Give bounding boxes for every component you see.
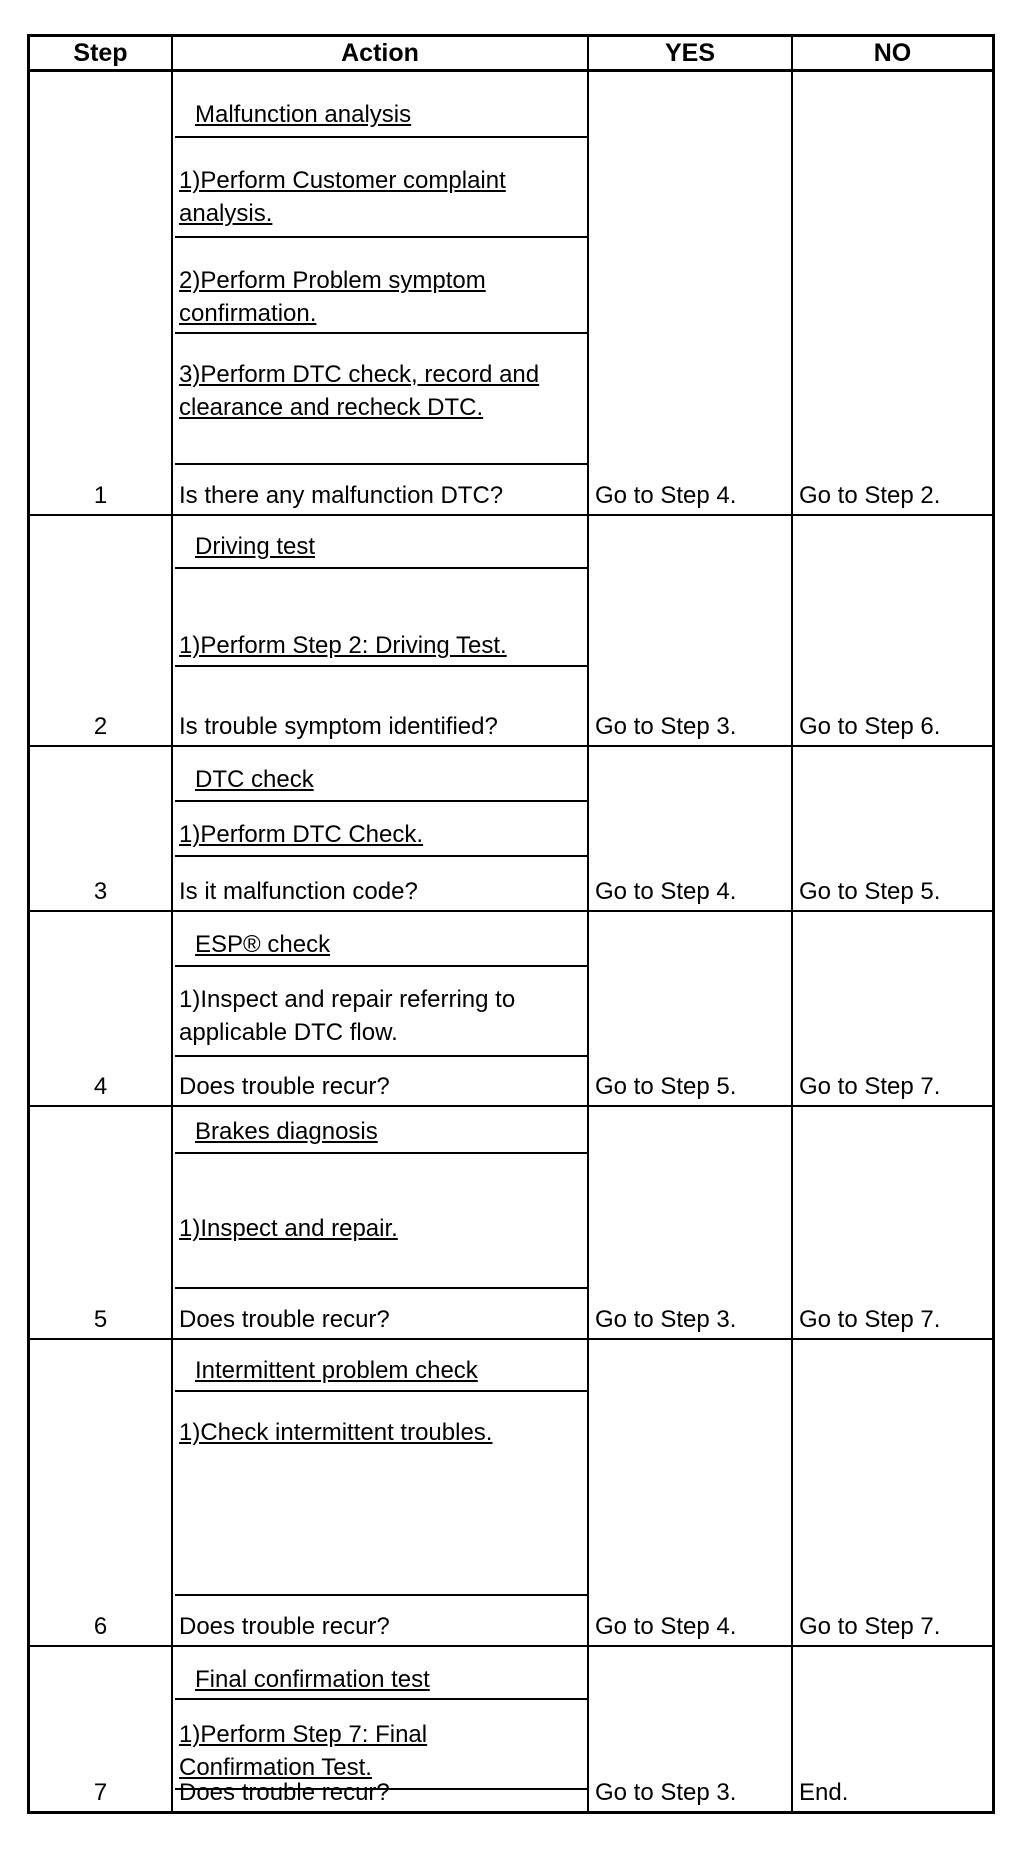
no-result: Go to Step 6.	[799, 713, 941, 740]
action-title: Driving test	[175, 516, 587, 569]
header-no: NO	[873, 39, 912, 67]
action-title: Malfunction analysis	[175, 72, 587, 138]
step-number: 5	[93, 1306, 108, 1333]
header-action: Action	[341, 39, 419, 67]
action-item: 1)Perform DTC Check.	[175, 802, 587, 857]
action-question: Does trouble recur?	[179, 1779, 390, 1806]
action-item: 1)Perform Step 2: Driving Test.	[175, 569, 587, 667]
table-header	[30, 37, 992, 72]
action-cell	[175, 912, 587, 1105]
no-result: Go to Step 5.	[799, 878, 941, 905]
yes-result: Go to Step 4.	[595, 1613, 737, 1640]
action-title: DTC check	[175, 747, 587, 802]
yes-result: Go to Step 5.	[595, 1073, 737, 1100]
action-title: Brakes diagnosis	[175, 1107, 587, 1154]
action-cell	[175, 516, 587, 745]
step-number: 3	[93, 878, 108, 905]
no-result: Go to Step 7.	[799, 1073, 941, 1100]
no-result: Go to Step 7.	[799, 1306, 941, 1333]
yes-result: Go to Step 3.	[595, 1779, 737, 1806]
action-item: 1)Perform Step 7: Final Confirmation Test.	[175, 1700, 587, 1790]
action-cell	[175, 1340, 587, 1645]
action-cell	[175, 1107, 587, 1338]
yes-result: Go to Step 4.	[595, 878, 737, 905]
action-question: Does trouble recur?	[179, 1613, 390, 1640]
action-title: Final confirmation test	[175, 1647, 587, 1700]
table-row-step-4	[30, 912, 992, 1107]
yes-result: Go to Step 4.	[595, 482, 737, 509]
step-number: 2	[93, 713, 108, 740]
step-number: 6	[93, 1613, 108, 1640]
action-item: 1)Inspect and repair referring to applicable DTC flow.	[175, 967, 587, 1057]
step-number: 4	[93, 1073, 108, 1100]
action-item: 1)Check intermittent troubles.	[175, 1392, 587, 1596]
action-item: 3)Perform DTC check, record and clearance and recheck DTC.	[175, 334, 587, 465]
action-cell	[175, 72, 587, 514]
action-item: 1)Inspect and repair.	[175, 1154, 587, 1289]
yes-result: Go to Step 3.	[595, 1306, 737, 1333]
action-item: 1)Perform Customer complaint analysis.	[175, 138, 587, 238]
action-title: Intermittent problem check	[175, 1340, 587, 1392]
action-cell	[175, 747, 587, 910]
table-row-step-7	[30, 1647, 992, 1811]
no-result: End.	[799, 1779, 849, 1806]
header-step: Step	[73, 39, 128, 67]
diagnosis-table	[27, 34, 995, 1814]
table-row-step-6	[30, 1340, 992, 1647]
action-question: Does trouble recur?	[179, 1073, 390, 1100]
no-result: Go to Step 7.	[799, 1613, 941, 1640]
yes-result: Go to Step 3.	[595, 713, 737, 740]
header-yes: YES	[664, 39, 716, 67]
no-result: Go to Step 2.	[799, 482, 941, 509]
action-question: Is it malfunction code?	[179, 878, 418, 905]
table-row-step-5	[30, 1107, 992, 1340]
action-cell	[175, 1647, 587, 1811]
table-row-step-3	[30, 747, 992, 912]
action-question: Is there any malfunction DTC?	[179, 482, 504, 509]
action-question: Is trouble symptom identified?	[179, 713, 498, 740]
table-row-step-1	[30, 72, 992, 516]
step-number: 1	[93, 482, 108, 509]
step-number: 7	[93, 1779, 108, 1806]
action-item: 2)Perform Problem symptom confirmation.	[175, 238, 587, 334]
table-row-step-2	[30, 516, 992, 747]
action-title: ESP® check	[175, 912, 587, 967]
action-question: Does trouble recur?	[179, 1306, 390, 1333]
